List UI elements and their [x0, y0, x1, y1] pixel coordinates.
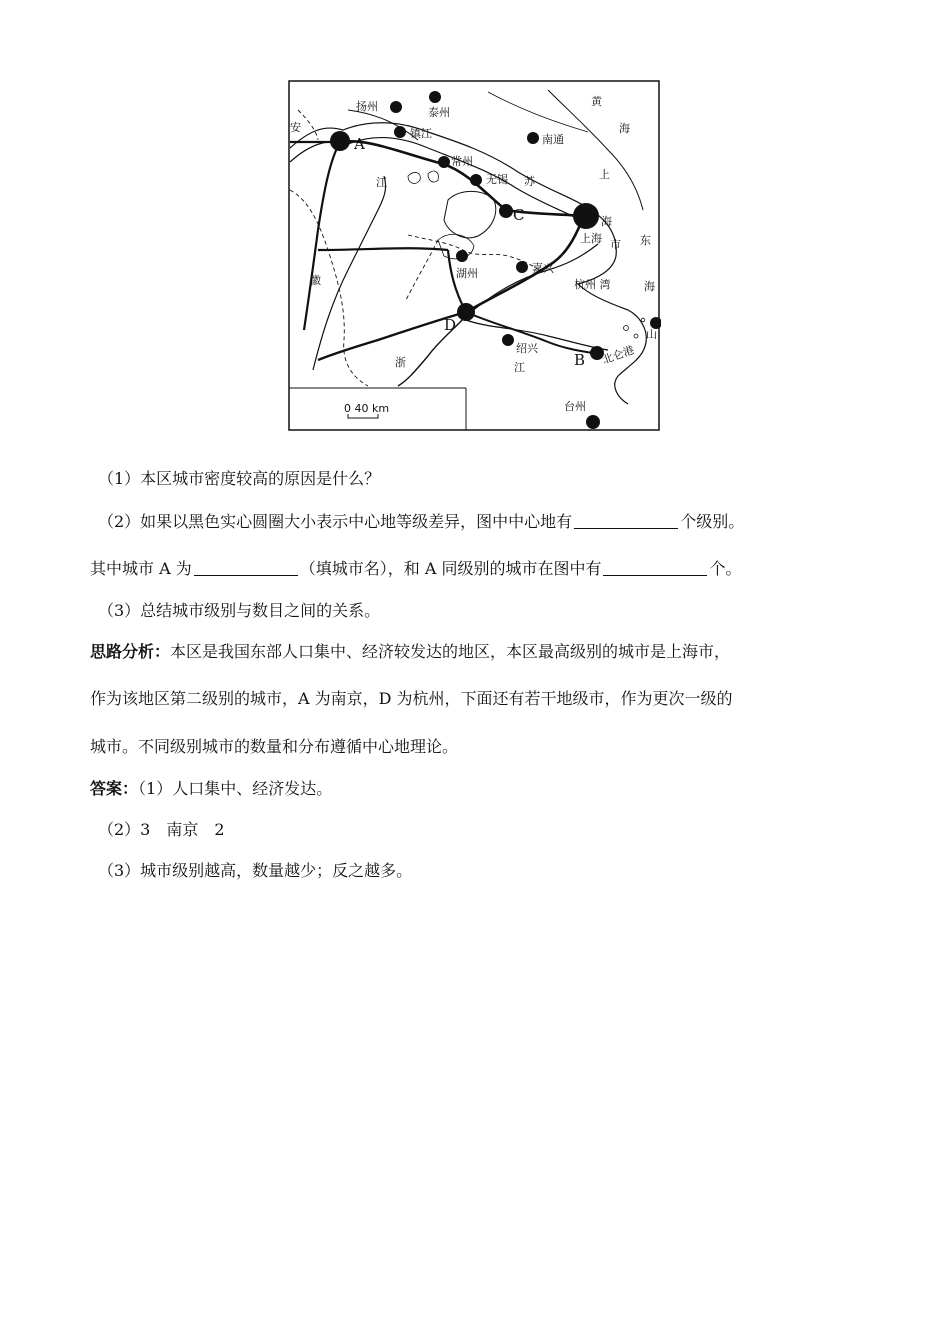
question-2-line-1: （2）如果以黑色实心圆圈大小表示中心地等级差异，图中中心地有 个级别。 [98, 512, 745, 531]
label-hangzhou-bay: 杭州 湾 [574, 278, 611, 291]
answer-line-1: 答案：（1）人口集中、经济发达。 [90, 779, 333, 798]
city-map-figure [288, 80, 661, 432]
label-changzhou: 常州 [451, 155, 473, 168]
city-dot-nantong [527, 132, 539, 144]
label-C: C [513, 206, 525, 224]
label-B: B [574, 351, 586, 369]
label-scale: 0 40 km [344, 402, 390, 415]
city-dot-taizhou-south [586, 415, 600, 429]
analysis-label: 思路分析： [90, 642, 171, 661]
city-dot-shaoxing [502, 334, 514, 346]
question-1: （1）本区城市密度较高的原因是什么？ [98, 469, 381, 488]
analysis-line-2: 作为该地区第二级别的城市，A 为南京，D 为杭州，下面还有若干地级市，作为更次一级的 [90, 689, 733, 708]
analysis-line-3: 城市。不同级别城市的数量和分布遵循中心地理论。 [90, 737, 459, 756]
label-shi: 市 [610, 238, 621, 251]
label-hui: 徽 [310, 274, 321, 287]
answer-label: 答案： [90, 779, 139, 798]
city-dot-A [330, 131, 350, 151]
city-dot-changzhou [438, 156, 450, 168]
answer-blank-count[interactable] [603, 559, 707, 576]
map-svg [288, 80, 661, 432]
label-jiaxing: 嘉兴 [532, 262, 554, 275]
label-beilungang: 北仑港 [600, 343, 637, 367]
label-shaoxing: 绍兴 [516, 342, 538, 355]
city-dot-yangzhou [390, 101, 402, 113]
label-hai-top: 海 [619, 122, 630, 135]
city-dot-huzhou [456, 250, 468, 262]
question-2-line-2: 其中城市 A 为 （填城市名），和 A 同级别的城市在图中有 个。 [90, 559, 742, 578]
label-taizhou-south: 台州 [564, 400, 586, 413]
label-D: D [444, 316, 457, 334]
city-dot-jiaxing [516, 261, 528, 273]
label-shang: 上 [599, 168, 610, 181]
city-dot-D [457, 303, 475, 321]
label-shanghai: 上海 [580, 232, 602, 245]
city-dot-taizhou-north [429, 91, 441, 103]
city-dot-wuxi [470, 174, 482, 186]
city-dot-C [499, 204, 513, 218]
answer-line-3: （3）城市级别越高，数量越少；反之越多。 [98, 861, 413, 880]
answer-blank-city-name[interactable] [194, 559, 298, 576]
label-huzhou: 湖州 [456, 267, 478, 280]
label-wuxi: 无锡 [486, 173, 508, 186]
label-su: 苏 [524, 175, 535, 188]
label-zhe: 浙 [395, 356, 406, 369]
label-nantong: 南通 [542, 133, 564, 146]
analysis-line-1: 思路分析：本区是我国东部人口集中、经济较发达的地区，本区最高级别的城市是上海市， [90, 642, 731, 661]
label-taizhou-north: 泰州 [428, 106, 450, 119]
label-zhenjiang: 镇江 [410, 127, 432, 140]
label-jiang-2: 江 [514, 361, 525, 374]
answer-blank-levels[interactable] [574, 512, 678, 529]
question-3: （3）总结城市级别与数目之间的关系。 [98, 601, 381, 620]
label-hai-sh: 海 [601, 215, 612, 228]
answer-line-2: （2）3 南京 2 [98, 820, 225, 839]
label-huang: 黄 [591, 95, 602, 108]
label-dong: 东 [640, 234, 651, 247]
label-an: 安 [290, 121, 301, 134]
label-yangzhou: 扬州 [356, 100, 378, 113]
city-dot-zhenjiang [394, 126, 406, 138]
city-dot-shanghai [573, 203, 599, 229]
label-A: A [354, 135, 365, 153]
label-hai-right: 海 [644, 280, 655, 293]
label-shan: 山 [646, 328, 657, 341]
label-jiang-1: 江 [376, 176, 387, 189]
